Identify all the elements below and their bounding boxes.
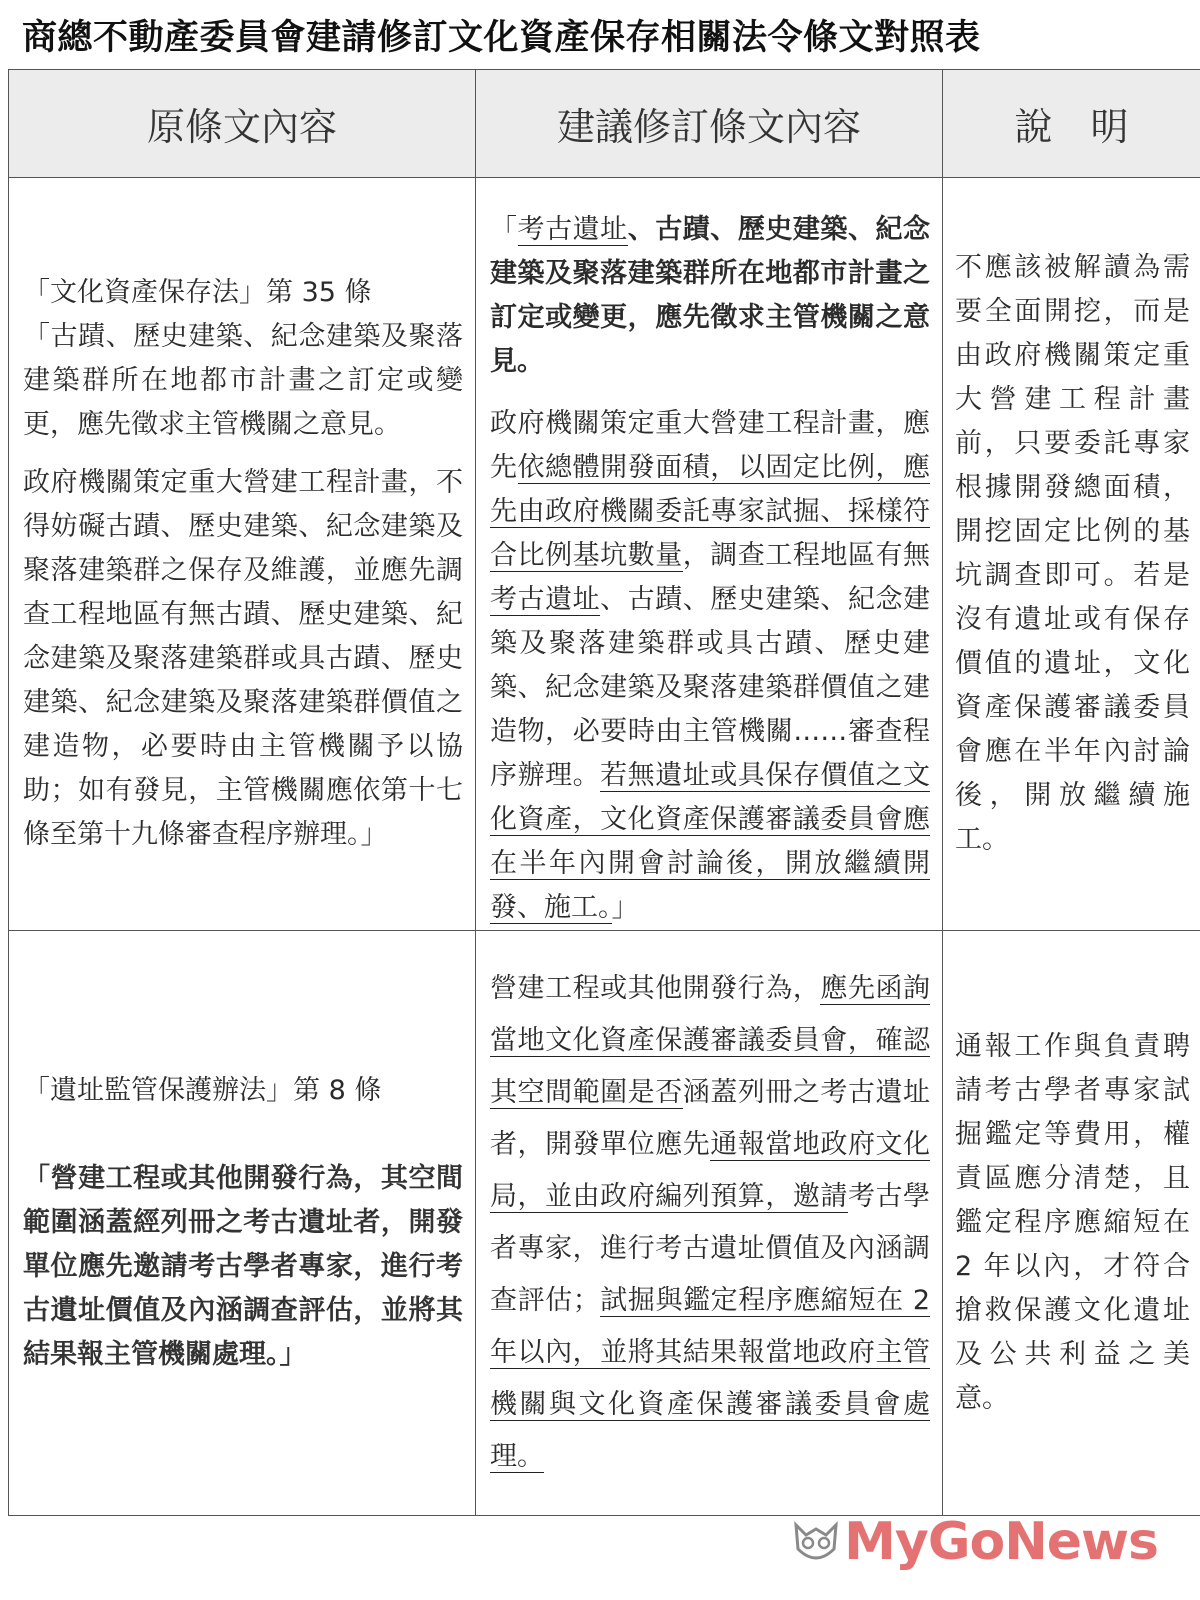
proposed-paragraph: 政府機關策定重大營建工程計畫，應先依總體開發面積，以固定比例，應先由政府機關委託專家試掘、採樣符合比例基坑數量，調查工程地區有無考古遺址、古蹟、歷史建築、紀念建築及聚落建築群或具古蹟、歷史建築、紀念建築及聚落建築群價值之建造物，必要時由主管機關……審查程序辦理。若無遺址或具保存價值之文化資產，文化資產保護審議委員會應在半年內開會討論後，開放繼續開發、施工。」 [490,408,931,923]
note-text: 不應該被解讀為需要全面開挖，而是由政府機關策定重大營建工程計畫前，只要委託專家根據開發總面積，開挖固定比例的基坑調查即可。若是沒有遺址或有保存價值的遺址，文化資產保護審議委員會應在半年內討論後，開放繼續施工。 [955,252,1190,855]
article-paragraph: 「古蹟、歷史建築、紀念建築及聚落建築群所在地都市計畫之訂定或變更，應先徵求主管機關之意見。 [23,321,463,440]
proposed-cell [476,931,943,1516]
proposed-paragraph: 「考古遺址、古蹟、歷史建築、紀念建築及聚落建築群所在地都市計畫之訂定或變更，應先徵求主管機關之意見。 [490,214,931,377]
proposed-cell [476,178,943,931]
original-cell [9,931,476,1516]
header-proposed: 建議修訂條文內容 [476,70,943,178]
proposed-paragraph: 營建工程或其他開發行為，應先函詢當地文化資產保護審議委員會，確認其空間範圍是否涵蓋列冊之考古遺址者，開發單位應先通報當地政府文化局，並由政府編列預算，邀請考古學者專家，進行考古遺址價值及內涵調查評估；試掘與鑑定程序應縮短在 2 年以內，並將其結果報當地政府主管機關與文化資產保護審議委員會處理。 [490,973,931,1472]
page-title: 商總不動產委員會建請修訂文化資產保存相關法令條文對照表 [22,18,981,58]
note-cell [943,931,1200,1516]
comparison-table [8,69,1200,1516]
watermark-text: MyGoNews [844,1512,1158,1572]
law-reference: 「遺址監管保護辦法」第 8 條 [23,1075,382,1106]
law-reference: 「文化資產保存法」第 35 條 [23,277,372,308]
table-row [9,931,1200,1516]
watermark-logo [792,1512,1158,1572]
article-paragraph: 「營建工程或其他開發行為，其空間範圍涵蓋經列冊之考古遺址者，開發單位應先邀請考古學者專家，進行考古遺址價值及內涵調查評估，並將其結果報主管機關處理。」 [23,1163,463,1370]
note-cell [943,178,1200,931]
header-row [9,70,1200,178]
header-original: 原條文內容 [9,70,476,178]
header-note: 說 明 [943,70,1200,178]
original-cell [9,178,476,931]
owl-logo-icon [792,1519,840,1565]
article-paragraph: 政府機關策定重大營建工程計畫，不得妨礙古蹟、歷史建築、紀念建築及聚落建築群之保存及維護，並應先調查工程地區有無古蹟、歷史建築、紀念建築及聚落建築群或具古蹟、歷史建築、紀念建築及聚落建築群價值之建造物，必要時由主管機關予以協助；如有發見，主管機關應依第十七條至第十九條審查程序辦理。」 [23,467,463,850]
table-row [9,178,1200,931]
note-text: 通報工作與負責聘請考古學者專家試掘鑑定等費用，權責區應分清楚，且鑑定程序應縮短在 2 年以內，才符合搶救保護文化遺址及公共利益之美意。 [955,1031,1190,1414]
